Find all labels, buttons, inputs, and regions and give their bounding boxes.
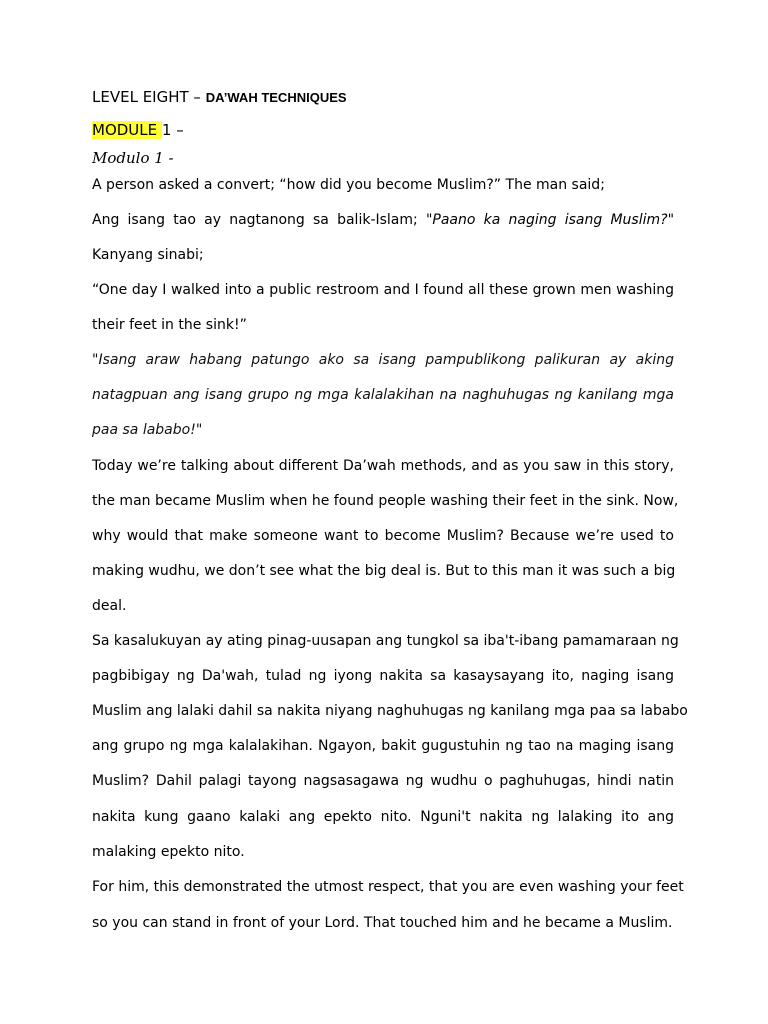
paragraph-line: Today we’re talking about different Da’wah methods, and as you saw in this story, xyxy=(92,458,674,474)
paragraph-line: pagbibigay ng Da'wah, tulad ng iyong nakita sa kasaysayang ito, naging isang xyxy=(92,668,674,684)
translation-line: natagpuan ang isang grupo ng mga kalalakihan na naghuhugas ng kanilang mga xyxy=(92,387,674,403)
modulo-heading: Modulo 1 - xyxy=(92,149,174,167)
title-level: LEVEL EIGHT – xyxy=(92,88,206,106)
paragraph-line: “One day I walked into a public restroom and I found all these grown men washing xyxy=(92,282,674,298)
paragraph-line: A person asked a convert; “how did you become Muslim?” The man said; xyxy=(92,177,605,193)
paragraph-text: Ang isang tao ay nagtanong sa balik-Islam; xyxy=(92,212,418,228)
title-topic: DA’WAH TECHNIQUES xyxy=(205,90,347,105)
paragraph-line: why would that make someone want to become Muslim? Because we’re used to xyxy=(92,528,674,544)
paragraph-line: deal. xyxy=(92,598,127,614)
paragraph-line: their feet in the sink!” xyxy=(92,317,247,333)
paragraph-line: For him, this demonstrated the utmost respect, that you are even washing your feet xyxy=(92,879,684,895)
module-heading xyxy=(92,120,674,141)
paragraph-line: Sa kasalukuyan ay ating pinag-uusapan ang tungkol sa iba't-ibang pamamaraan ng xyxy=(92,633,679,649)
translation-line: paa sa lababo!" xyxy=(92,422,203,438)
paragraph-line: nakita kung gaano kalaki ang epekto nito. Nguni't nakita ng lalaking ito ang xyxy=(92,809,674,825)
paragraph-line: making wudhu, we don’t see what the big deal is. But to this man it was such a big xyxy=(92,563,676,579)
paragraph-line: so you can stand in front of your Lord. That touched him and he became a Muslim. xyxy=(92,915,673,931)
module-label-highlighted: MODULE xyxy=(92,121,162,139)
paragraph-line: Muslim? Dahil palagi tayong nagsasagawa ng wudhu o paghuhugas, hindi natin xyxy=(92,773,674,789)
paragraph-line: the man became Muslim when he found people washing their feet in the sink. Now, xyxy=(92,493,679,509)
paragraph-line: ang grupo ng mga kalalakihan. Ngayon, bakit gugustuhin ng tao na maging isang xyxy=(92,738,674,754)
paragraph-line: Kanyang sinabi; xyxy=(92,247,204,263)
module-number: 1 – xyxy=(161,121,184,139)
paragraph-quote: "Paano ka naging isang Muslim?" xyxy=(425,212,675,228)
translation-line: "Isang araw habang patungo ako sa isang pampublikong palikuran ay aking xyxy=(92,352,674,368)
paragraph-line: malaking epekto nito. xyxy=(92,844,245,860)
paragraph-line xyxy=(92,210,674,230)
document-title xyxy=(92,87,674,108)
paragraph-line: Muslim ang lalaki dahil sa nakita niyang naghuhugas ng kanilang mga paa sa lababo xyxy=(92,703,688,719)
